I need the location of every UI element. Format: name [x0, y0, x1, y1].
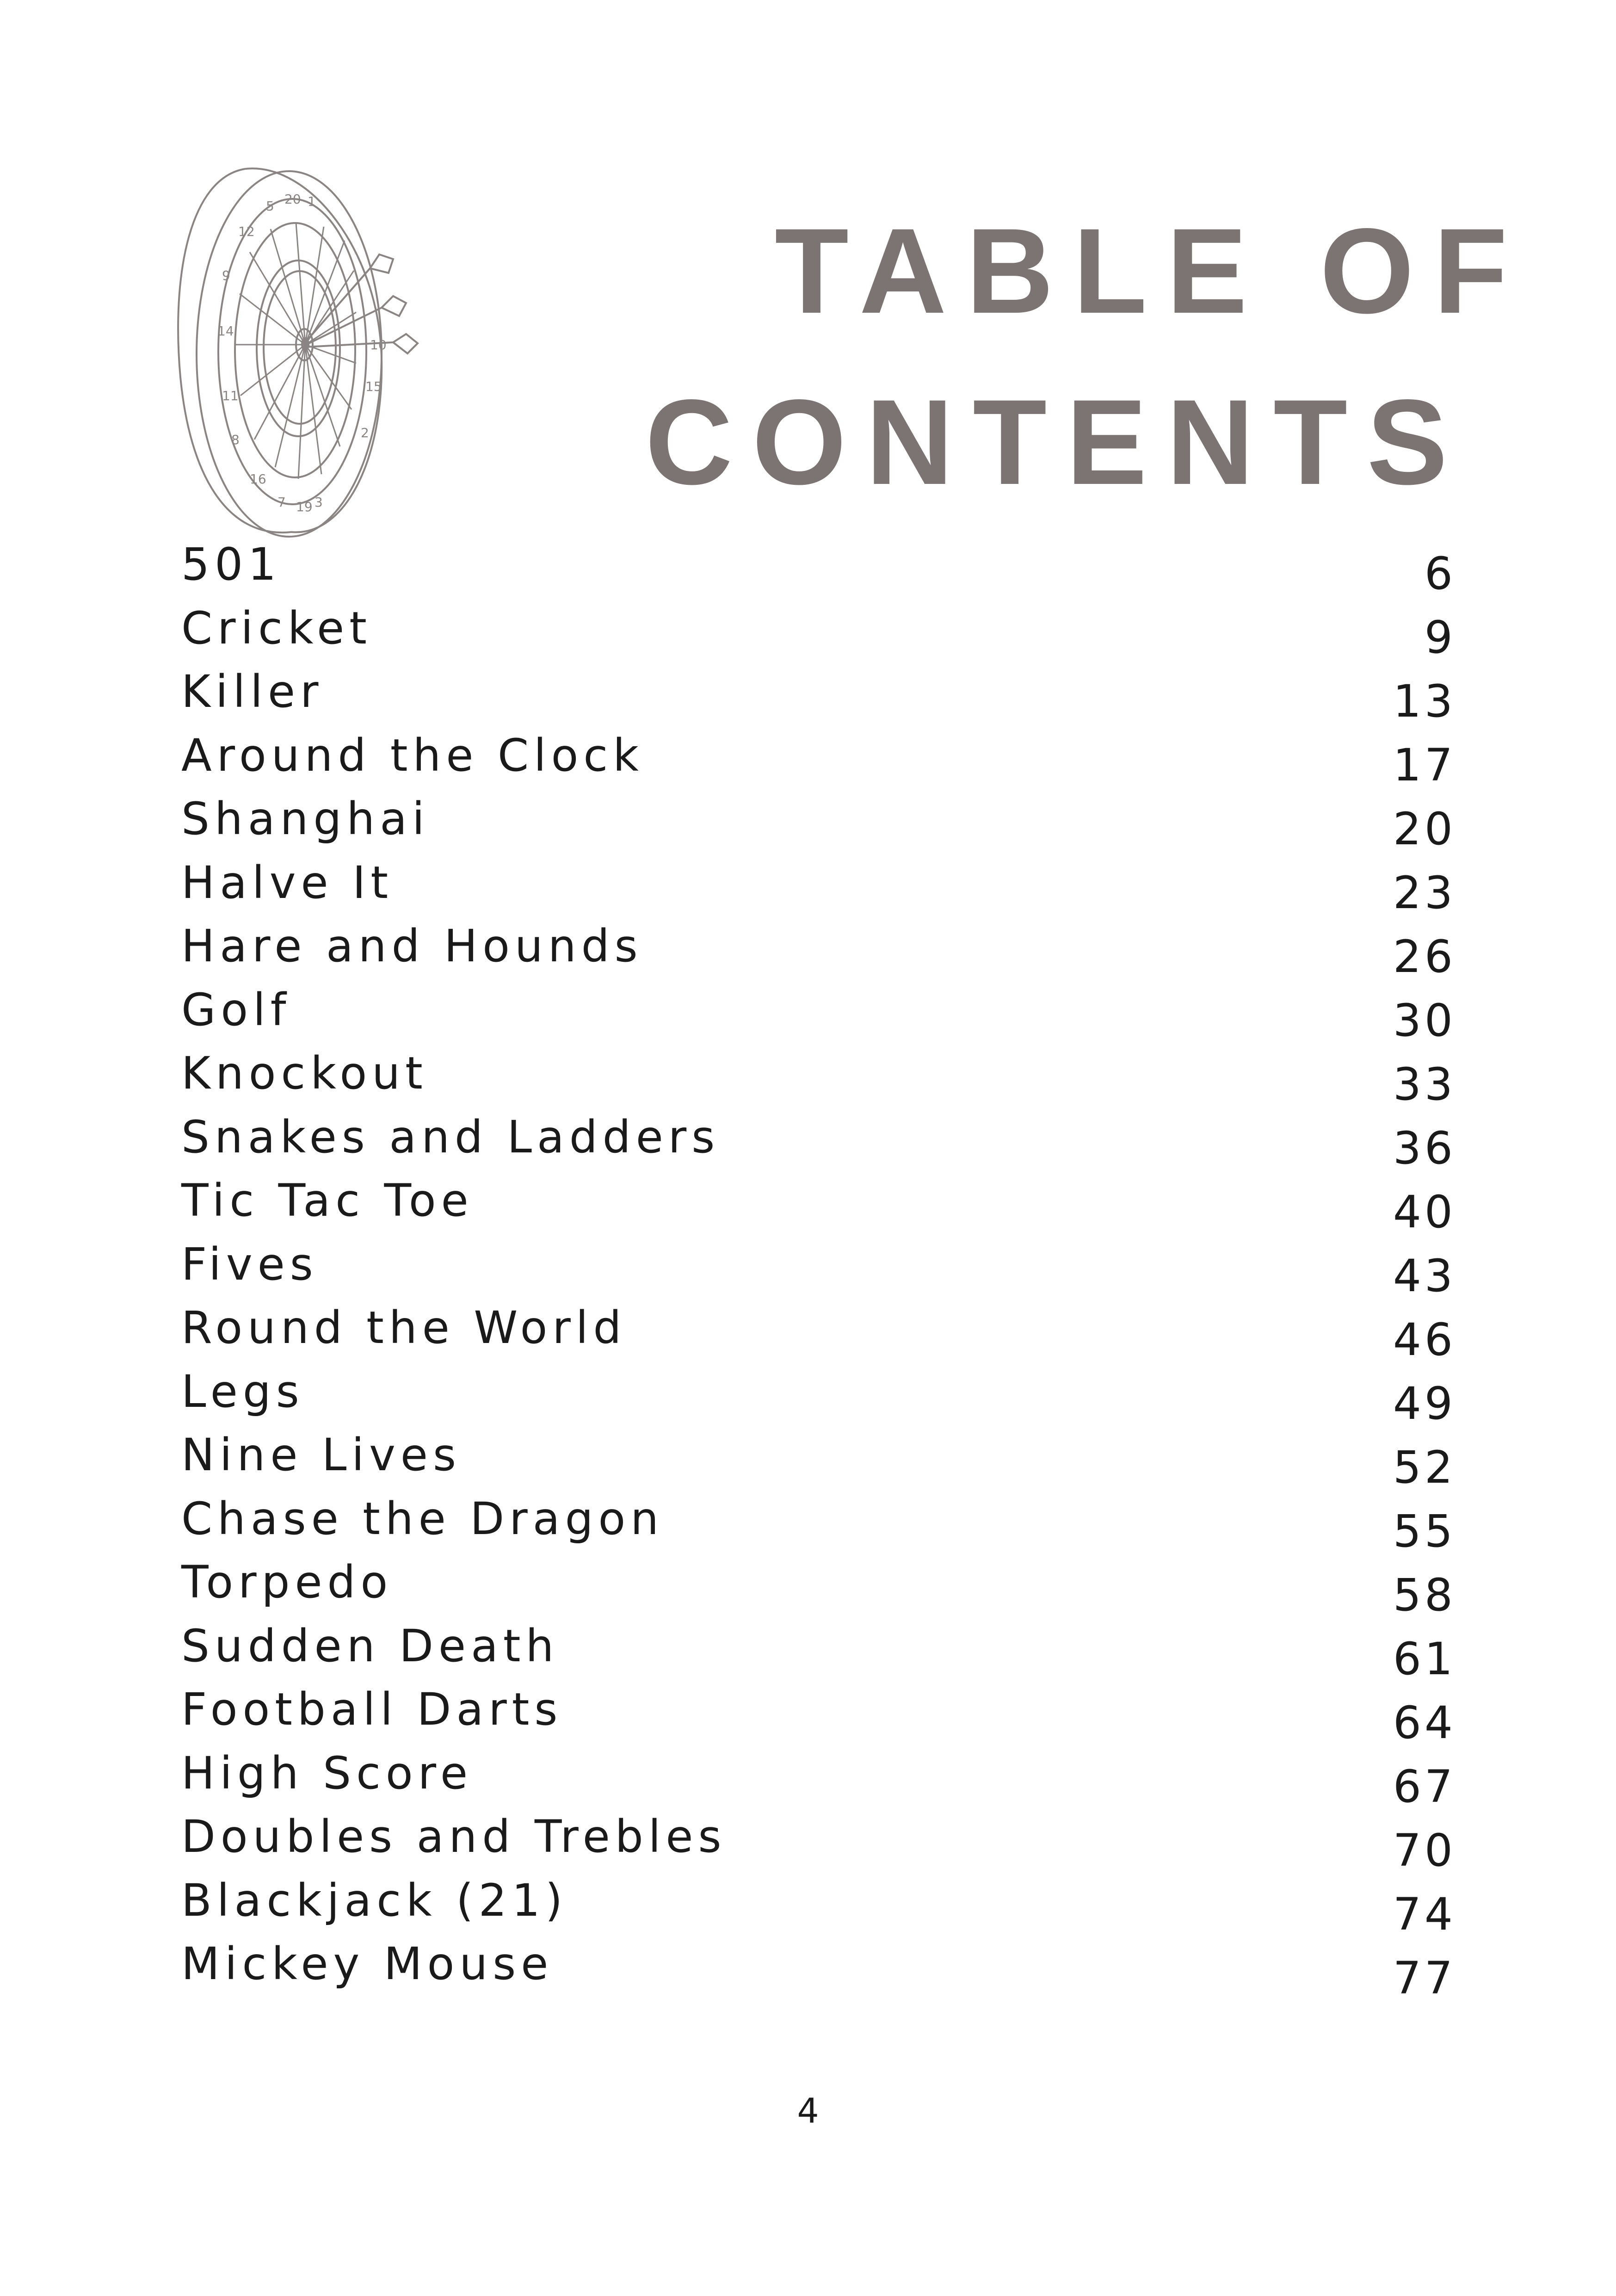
toc-entry-title: Hare and Hounds [181, 920, 643, 972]
toc-entry-title: Chase the Dragon [181, 1492, 664, 1545]
dartboard-with-darts-icon [171, 160, 430, 544]
toc-entry-title: Sudden Death [181, 1620, 559, 1672]
toc-entry-page-number: 67 [1393, 1761, 1456, 1813]
svg-text:12: 12 [238, 224, 255, 239]
toc-entry-title: Nine Lives [181, 1429, 461, 1481]
toc-entry-title: Football Darts [181, 1683, 563, 1735]
toc-entry-title: Torpedo [181, 1556, 393, 1608]
toc-entry-title: Blackjack (21) [181, 1874, 568, 1926]
toc-entry-page-number: 20 [1393, 803, 1456, 855]
toc-entry-title: Fives [181, 1238, 318, 1290]
toc-entry-title: High Score [181, 1747, 473, 1799]
svg-text:2: 2 [361, 425, 369, 440]
toc-entry-title: Doubles and Trebles [181, 1811, 727, 1863]
toc-entry-title: Killer [181, 666, 324, 718]
toc-entry-page-number: 58 [1393, 1569, 1456, 1621]
toc-entry-page-number: 26 [1393, 931, 1456, 983]
toc-entry-title: Mickey Mouse [181, 1938, 554, 1990]
page-title-line-2: CONTENTS [645, 374, 1467, 510]
toc-entry-title: Shanghai [181, 793, 430, 845]
svg-text:9: 9 [222, 268, 230, 283]
toc-entry-page-number: 13 [1393, 675, 1456, 727]
toc-entry-title: Snakes and Ladders [181, 1111, 720, 1163]
toc-entry-title: Golf [181, 984, 291, 1036]
toc-entry-page-number: 52 [1393, 1442, 1456, 1493]
svg-text:3: 3 [315, 495, 323, 510]
svg-text:1: 1 [308, 194, 316, 209]
svg-text:15: 15 [365, 379, 382, 394]
toc-entry-title: Cricket [181, 602, 372, 654]
toc-entry-page-number: 55 [1393, 1505, 1456, 1557]
toc-entry-page-number: 6 [1424, 548, 1456, 600]
svg-text:14: 14 [217, 323, 234, 339]
toc-entry-page-number: 36 [1393, 1122, 1456, 1174]
toc-entry-title: Knockout [181, 1047, 428, 1099]
toc-entry-page-number: 17 [1393, 739, 1456, 791]
page-number: 4 [797, 2091, 819, 2131]
toc-entry-title: Around the Clock [181, 729, 644, 781]
toc-entry-page-number: 70 [1393, 1825, 1456, 1876]
svg-text:7: 7 [278, 495, 286, 510]
svg-text:20: 20 [284, 192, 301, 207]
svg-text:16: 16 [250, 471, 266, 487]
toc-entry-title: Round the World [181, 1302, 627, 1354]
toc-entry-title: Halve It [181, 856, 394, 909]
toc-entry-page-number: 74 [1393, 1888, 1456, 1940]
toc-entry-title: Tic Tac Toe [181, 1175, 474, 1226]
toc-entry-title: 501 [181, 538, 282, 590]
svg-text:10: 10 [370, 337, 387, 353]
toc-entry-page-number: 49 [1393, 1378, 1456, 1430]
toc-entry-page-number: 30 [1393, 995, 1456, 1046]
svg-text:19: 19 [296, 499, 313, 514]
svg-text:5: 5 [266, 198, 274, 214]
page-title-line-1: TABLE OF [775, 203, 1527, 339]
toc-entry-title: Legs [181, 1365, 304, 1417]
toc-entry-page-number: 64 [1393, 1697, 1456, 1749]
toc-entry-page-number: 40 [1393, 1186, 1456, 1238]
toc-entry-page-number: 77 [1393, 1952, 1456, 2004]
toc-entry-page-number: 33 [1393, 1058, 1456, 1110]
toc-entry-page-number: 9 [1424, 612, 1456, 663]
toc-entry-page-number: 46 [1393, 1314, 1456, 1366]
toc-entry-page-number: 61 [1393, 1633, 1456, 1685]
svg-text:8: 8 [231, 432, 240, 447]
toc-entry-page-number: 23 [1393, 867, 1456, 919]
toc-entry-page-number: 43 [1393, 1250, 1456, 1302]
svg-text:11: 11 [222, 388, 239, 403]
